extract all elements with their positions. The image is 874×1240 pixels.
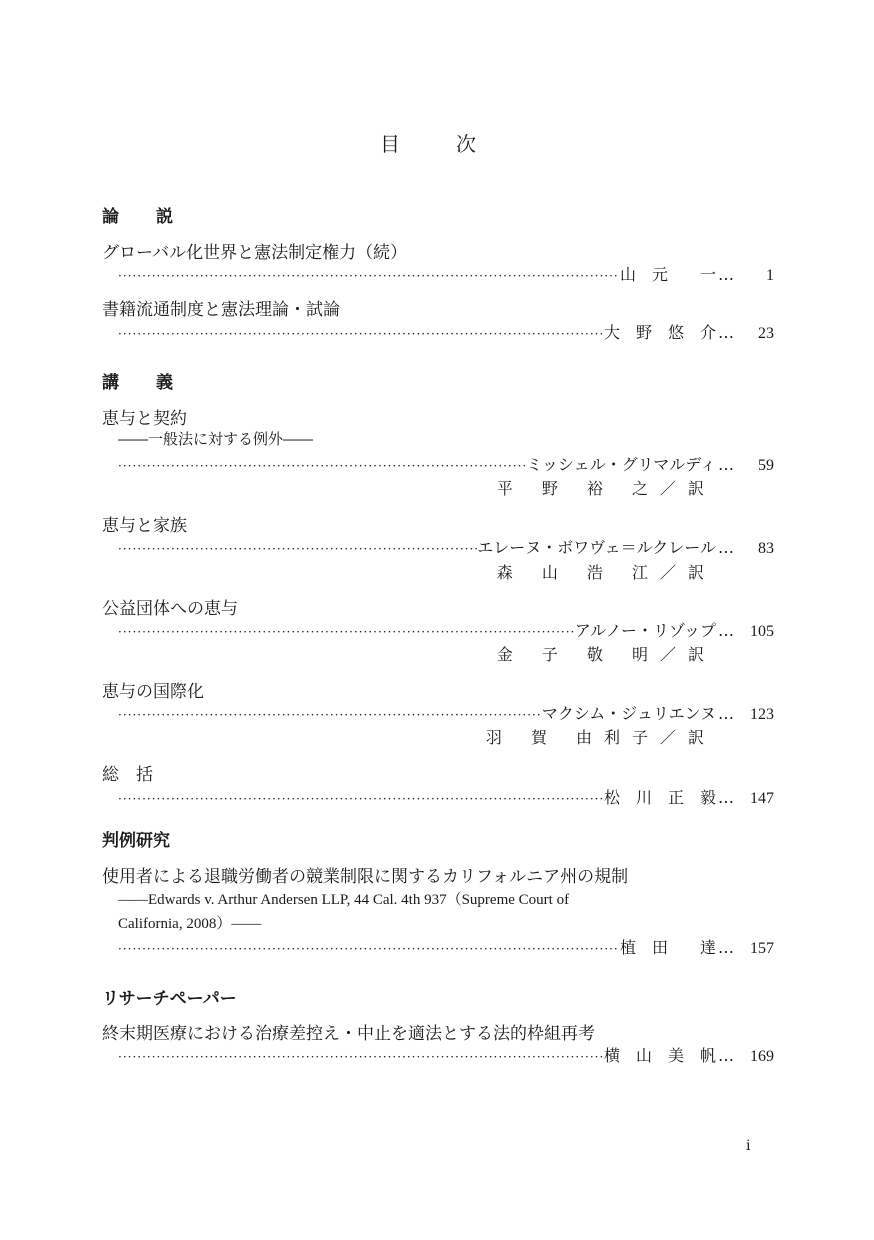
entry-title: 使用者による退職労働者の競業制限に関するカリフォルニア州の規制 — [102, 867, 629, 887]
section-heading-research: リサーチペーパー — [102, 989, 237, 1009]
entry-title: 終末期医療における治療差控え・中止を適法とする法的枠組再考 — [102, 1024, 595, 1044]
entry-subtitle: California, 2008）―― — [118, 916, 262, 932]
entry-author: アルノー・リゾップ — [574, 621, 716, 640]
leader-dots — [118, 942, 620, 956]
entry-ellipsis: … — [718, 265, 734, 284]
entry-ellipsis: … — [718, 704, 734, 723]
section-heading-hanrei: 判例研究 — [102, 831, 170, 851]
toc-entry-line[interactable] — [118, 535, 774, 557]
toc-entry-line[interactable] — [118, 785, 774, 807]
entry-title: グローバル化世界と憲法制定権力（続） — [102, 243, 408, 263]
leader-dots — [118, 1050, 604, 1064]
toc-entry-line[interactable] — [118, 320, 774, 342]
entry-author: 山 元 一 — [619, 265, 716, 284]
entry-page-number: 83 — [758, 540, 774, 557]
entry-translator: 森 山 浩 江／訳 — [496, 563, 716, 582]
leader-dots — [118, 459, 526, 473]
entry-title: 恵与と契約 — [102, 409, 187, 429]
entry-ellipsis: … — [718, 938, 734, 957]
entry-author: 横 山 美 帆 — [603, 1046, 716, 1065]
section-heading-ronsetsu: 論 説 — [102, 207, 183, 227]
toc-entry-line[interactable] — [118, 935, 774, 957]
entry-ellipsis: … — [718, 455, 734, 474]
entry-page-number: 1 — [766, 267, 774, 284]
toc-entry-line[interactable] — [118, 452, 774, 474]
toc-entry-line[interactable] — [118, 262, 774, 284]
toc-entry-line[interactable] — [118, 701, 774, 723]
entry-page-number: 105 — [750, 623, 774, 640]
leader-dots — [118, 625, 575, 639]
entry-ellipsis: … — [718, 1046, 734, 1065]
leader-dots — [118, 269, 620, 283]
entry-subtitle: ――Edwards v. Arthur Andersen LLP, 44 Cal. 4th 937（Supreme Court of — [118, 892, 570, 908]
leader-dots — [118, 542, 477, 556]
section-heading-kogi: 講 義 — [102, 373, 183, 393]
entry-title: 総 括 — [102, 765, 153, 785]
entry-title: 恵与の国際化 — [102, 682, 204, 702]
entry-ellipsis: … — [718, 323, 734, 342]
entry-author: エレーヌ・ボワヴェ＝ルクレール — [477, 538, 716, 557]
entry-author: 大 野 悠 介 — [603, 323, 716, 342]
leader-dots — [118, 792, 604, 806]
toc-entry-line[interactable] — [118, 618, 774, 640]
entry-page-number: 157 — [750, 940, 774, 957]
entry-translator: 金 子 敬 明／訳 — [496, 645, 716, 664]
page-folio: i — [746, 1138, 751, 1154]
toc-entry-line[interactable] — [118, 1043, 774, 1065]
entry-author: 松 川 正 毅 — [603, 788, 716, 807]
page-title: 目 次 — [380, 132, 494, 156]
entry-author: ミッシェル・グリマルディ — [526, 455, 716, 474]
entry-title: 書籍流通制度と憲法理論・試論 — [102, 300, 340, 320]
entry-subtitle: ――一般法に対する例外―― — [118, 430, 314, 448]
entry-author: 植 田 達 — [619, 938, 716, 957]
leader-dots — [118, 327, 604, 341]
entry-page-number: 123 — [750, 706, 774, 723]
entry-page-number: 169 — [750, 1048, 774, 1065]
entry-title: 公益団体への恵与 — [102, 599, 238, 619]
entry-translator: 平 野 裕 之／訳 — [496, 479, 716, 498]
leader-dots — [118, 708, 542, 722]
entry-title: 恵与と家族 — [102, 516, 187, 536]
entry-translator: 羽 賀 由利子／訳 — [485, 728, 716, 747]
entry-ellipsis: … — [718, 538, 734, 557]
entry-page-number: 59 — [758, 457, 774, 474]
entry-page-number: 23 — [758, 325, 774, 342]
entry-ellipsis: … — [718, 788, 734, 807]
entry-author: マクシム・ジュリエンヌ — [541, 704, 716, 723]
entry-ellipsis: … — [718, 621, 734, 640]
entry-page-number: 147 — [750, 790, 774, 807]
